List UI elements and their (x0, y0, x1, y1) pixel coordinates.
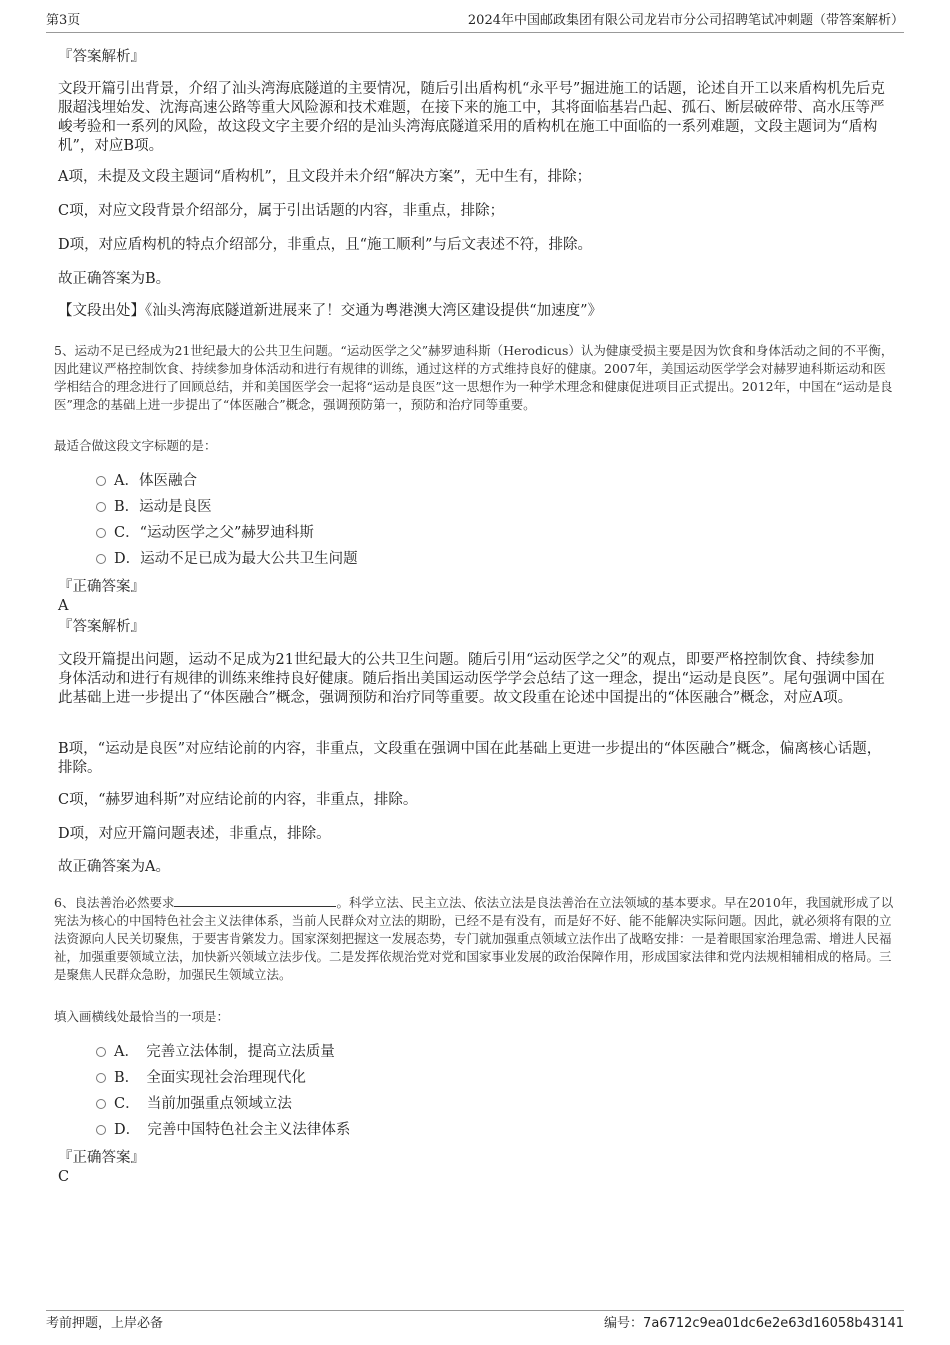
q5-conclusion: 故正确答案为A。 (58, 859, 170, 875)
option-d-note: D项，对应盾构机的特点介绍部分，非重点，且“施工顺利”与后文表述不符，排除。 (58, 237, 592, 253)
q6-option-a[interactable]: A． 完善立法体制，提高立法质量 (96, 1042, 335, 1062)
source-citation: 【文段出处】《汕头湾海底隧道新进展来了！交通为粤港澳大湾区建设提供“加速度”》 (58, 303, 603, 319)
q5-option-b-note: B项，“运动是良医”对应结论前的内容，非重点，文段重在强调中国在此基础上更进一步提出的“体医融合”概念，偏离核心话题，排除。 (58, 741, 882, 776)
option-a-note: A项，未提及文段主题词“盾构机”，且文段并未介绍“解决方案”，无中生有，排除； (58, 169, 592, 185)
q5-option-d[interactable]: D．运动不足已成为最大公共卫生问题 (96, 549, 358, 569)
q6-answer-label: 『正确答案』 (58, 1150, 145, 1166)
conclusion: 故正确答案为B。 (58, 271, 171, 287)
radio-icon[interactable] (96, 1099, 106, 1109)
radio-icon[interactable] (96, 502, 106, 512)
document-title: 2024年中国邮政集团有限公司龙岩市分公司招聘笔试冲刺题（带答案解析） (467, 13, 904, 28)
footer-slogan: 考前押题，上岸必备 (46, 1316, 164, 1331)
q5-answer-label: 『正确答案』 (58, 579, 145, 595)
radio-icon[interactable] (96, 554, 106, 564)
q6-option-b[interactable]: B． 全面实现社会治理现代化 (96, 1068, 306, 1088)
analysis-paragraph: 文段开篇引出背景，介绍了汕头湾海底隧道的主要情况，随后引出盾构机“永平号”掘进施工的话题，论述自开工以来盾构机先后克服超浅埋始发、沈海高速公路等重大风险源和技术难题，在接下来的施工中，其将面临基岩凸起、孤石、断层破碎带、高水压等严峻考验和一系列的风险，故这段文字主要介绍的是汕头湾海底隧道采用的盾构机在施工中面临的一系列难题，文段主题词为“盾构机”，对应B项。 (58, 81, 885, 154)
q5-analysis-paragraph: 文段开篇提出问题，运动不足成为21世纪最大的公共卫生问题。随后引用“运动医学之父”的观点，即要严格控制饮食、持续参加身体活动和进行有规律的训练来维持良好健康。随后指出美国运动医学学会总结了这一理念，提出“运动是良医”。尾句强调中国在此基础上进一步提出了“体医融合”概念，强调预防和治疗同等重要。故文段重在论述中国提出的“体医融合”概念，对应A项。 (58, 652, 885, 706)
q5-answer: A (58, 598, 69, 614)
document-code: 编号：7a6712c9ea01dc6e2e63d16058b43141 (604, 1316, 904, 1331)
radio-icon[interactable] (96, 1047, 106, 1057)
question-5-prompt: 最适合做这段文字标题的是： (54, 438, 217, 453)
q5-option-a[interactable]: A．体医融合 (96, 471, 197, 491)
q5-option-c-note: C项，“赫罗迪科斯”对应结论前的内容，非重点，排除。 (58, 792, 418, 808)
analysis-label: 『答案解析』 (58, 49, 145, 65)
q5-analysis-label: 『答案解析』 (58, 619, 145, 635)
q5-option-d-note: D项，对应开篇问题表述，非重点，排除。 (58, 826, 331, 842)
option-c-note: C项，对应文段背景介绍部分，属于引出话题的内容，非重点，排除； (58, 203, 505, 219)
radio-icon[interactable] (96, 528, 106, 538)
radio-icon[interactable] (96, 1125, 106, 1135)
q5-option-b[interactable]: B．运动是良医 (96, 497, 212, 517)
radio-icon[interactable] (96, 476, 106, 486)
q5-option-c[interactable]: C．“运动医学之父”赫罗迪科斯 (96, 523, 314, 543)
question-5-stem: 5、运动不足已经成为21世纪最大的公共卫生问题。“运动医学之父”赫罗迪科斯（Herodicus）认为健康受损主要是因为饮食和身体活动之间的不平衡，因此建议严格控制饮食、持续参加身体活动和进行有规律的训练，通过这样的方式维持良好的健康。2007年，美国运动医学学会对赫罗迪科斯运动和医学相结合的理念进行了回顾总结，并和美国医学会一起将“运动是良医”这一思想作为一种学术理念和健康促进项目正式提出。2012年，中国在“运动是良医”理念的基础上进一步提出了“体医融合”概念，强调预防第一，预防和治疗同等重要。 (54, 343, 894, 412)
q6-option-d[interactable]: D． 完善中国特色社会主义法律体系 (96, 1120, 350, 1140)
q6-option-c[interactable]: C． 当前加强重点领域立法 (96, 1094, 292, 1114)
page-number: 第3页 (46, 13, 81, 28)
radio-icon[interactable] (96, 1073, 106, 1083)
page-footer (46, 1310, 904, 1335)
question-6-prompt: 填入画横线处最恰当的一项是： (54, 1009, 230, 1024)
q6-answer: C (58, 1169, 70, 1185)
question-6-stem: 6、良法善治必然要求 。科学立法、民主立法、依法立法是良法善治在立法领域的基本要求。早在2010年，我国就形成了以宪法为核心的中国特色社会主义法律体系，当前人民群众对立法的期盼，已经不是有没有，而是好不好、能不能解决实际问题。因此，就必须将有限的立法资源向人民关切聚焦，于要害肯綮发力。国家深刻把握这一发展态势，专门就加强重点领域立法作出了战略安排：一是着眼国家治理急需、增进人民福祉，加强重要领域立法，加快新兴领域立法步伐。二是发挥依规治党对党和国家事业发展的政治保障作用，形成国家法律和党内法规相辅相成的格局。三是聚焦人民群众急盼，加强民生领域立法。 (54, 895, 894, 982)
fill-blank-line (174, 894, 336, 907)
page-header (46, 12, 904, 33)
